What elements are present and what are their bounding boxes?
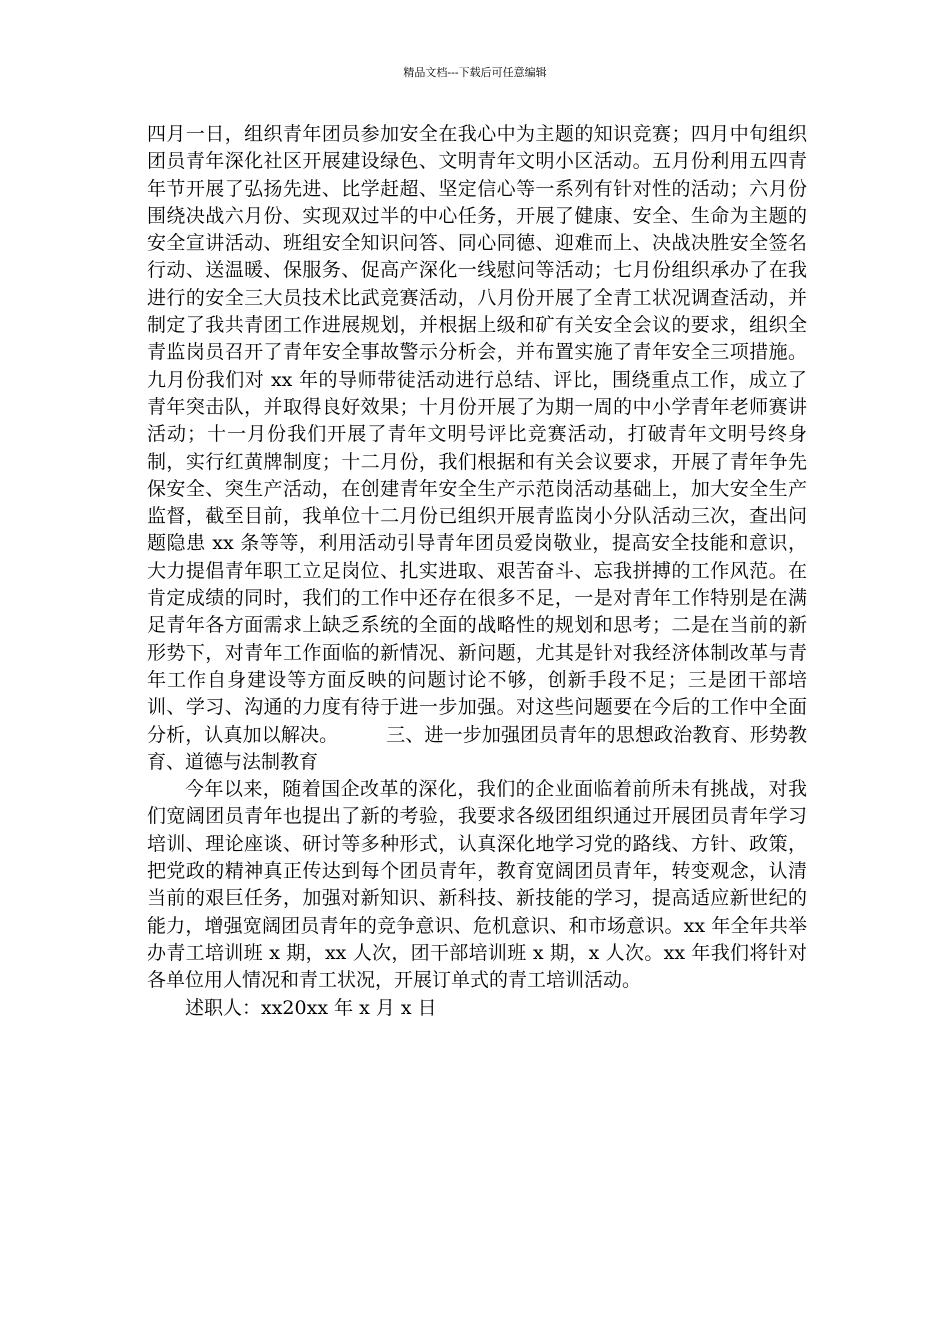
document-body	[147, 121, 807, 1022]
paragraph-education: 今年以来，随着国企改革的深化，我们的企业面临着前所未有挑战，对我们宽阔团员青年也提出了新的考验，我要求各级团组织通过开展团员青年学习培训、理论座谈、研讨等多种形式，认真深化地学习党的路线、方针、政策，把党政的精神真正传达到每个团员青年，教育宽阔团员青年，转变观念，认清当前的艰巨任务，加强对新知识、新科技、新技能的学习，提高适应新世纪的能力，增强宽阔团员青年的竞争意识、危机意识、和市场意识。xx 年全年共举办青工培训班 x 期，xx 人次，团干部培训班 x 期，x 人次。xx 年我们将针对各单位用人情况和青工状况，开展订单式的青工培训活动。	[147, 778, 807, 992]
signature-line: 述职人：xx20xx 年 x 月 x 日	[185, 996, 437, 1019]
page-header: 精品文档---下载后可任意编辑	[403, 66, 547, 79]
paragraph-activities: 四月一日，组织青年团员参加安全在我心中为主题的知识竞赛；四月中旬组织团员青年深化社区开展建设绿色、文明青年文明小区活动。五月份利用五四青年节开展了弘扬先进、比学赶超、坚定信心等一系列有针对性的活动；六月份围绕决战六月份、实现双过半的中心任务，开展了健康、安全、生命为主题的安全宣讲活动、班组安全知识问答、同心同德、迎难而上、决战决胜安全签名行动、送温暖、保服务、促高产深化一线慰问等活动；七月份组织承办了在我进行的安全三大员技术比武竞赛活动，八月份开展了全青工状况调查活动，并制定了我共青团工作进展规划，并根据上级和矿有关安全会议的要求，组织全青监岗员召开了青年安全事故警示分析会，并布置实施了青年安全三项措施。九月份我们对 xx 年的导师带徒活动进行总结、评比，围绕重点工作，成立了青年突击队，并取得良好效果；十月份开展了为期一周的中小学青年老师赛讲活动；十一月份我们开展了青年文明号评比竞赛活动，打破青年文明号终身制，实行红黄牌制度；十二月份，我们根据和有关会议要求，开展了青年争先保安全、突生产活动，在创建青年安全生产示范岗活动基础上，加大安全生产监督，截至目前，我单位十二月份已组织开展青监岗小分队活动三次，查出问题隐患 xx 条等等，利用活动引导青年团员爱岗敬业，提高安全技能和意识，大力提倡青年职工立足岗位、扎实进取、艰苦奋斗、忘我拼搏的工作风范。在肯定成绩的同时，我们的工作中还存在很多不足，一是对青年工作特别是在满足青年各方面需求上缺乏系统的全面的战略性的规划和思考；二是在当前的新形势下，对青年工作面临的新情况、新问题，尤其是针对我经济体制改革与青年工作自身建设等方面反映的问题讨论不够，创新手段不足；三是团干部培训、学习、沟通的力度有待于进一步加强。对这些问题要在今后的工作中全面分析，认真加以解决。 三、进一步加强团员青年的思想政治教育、形势教育、道德与法制教育	[147, 123, 807, 773]
